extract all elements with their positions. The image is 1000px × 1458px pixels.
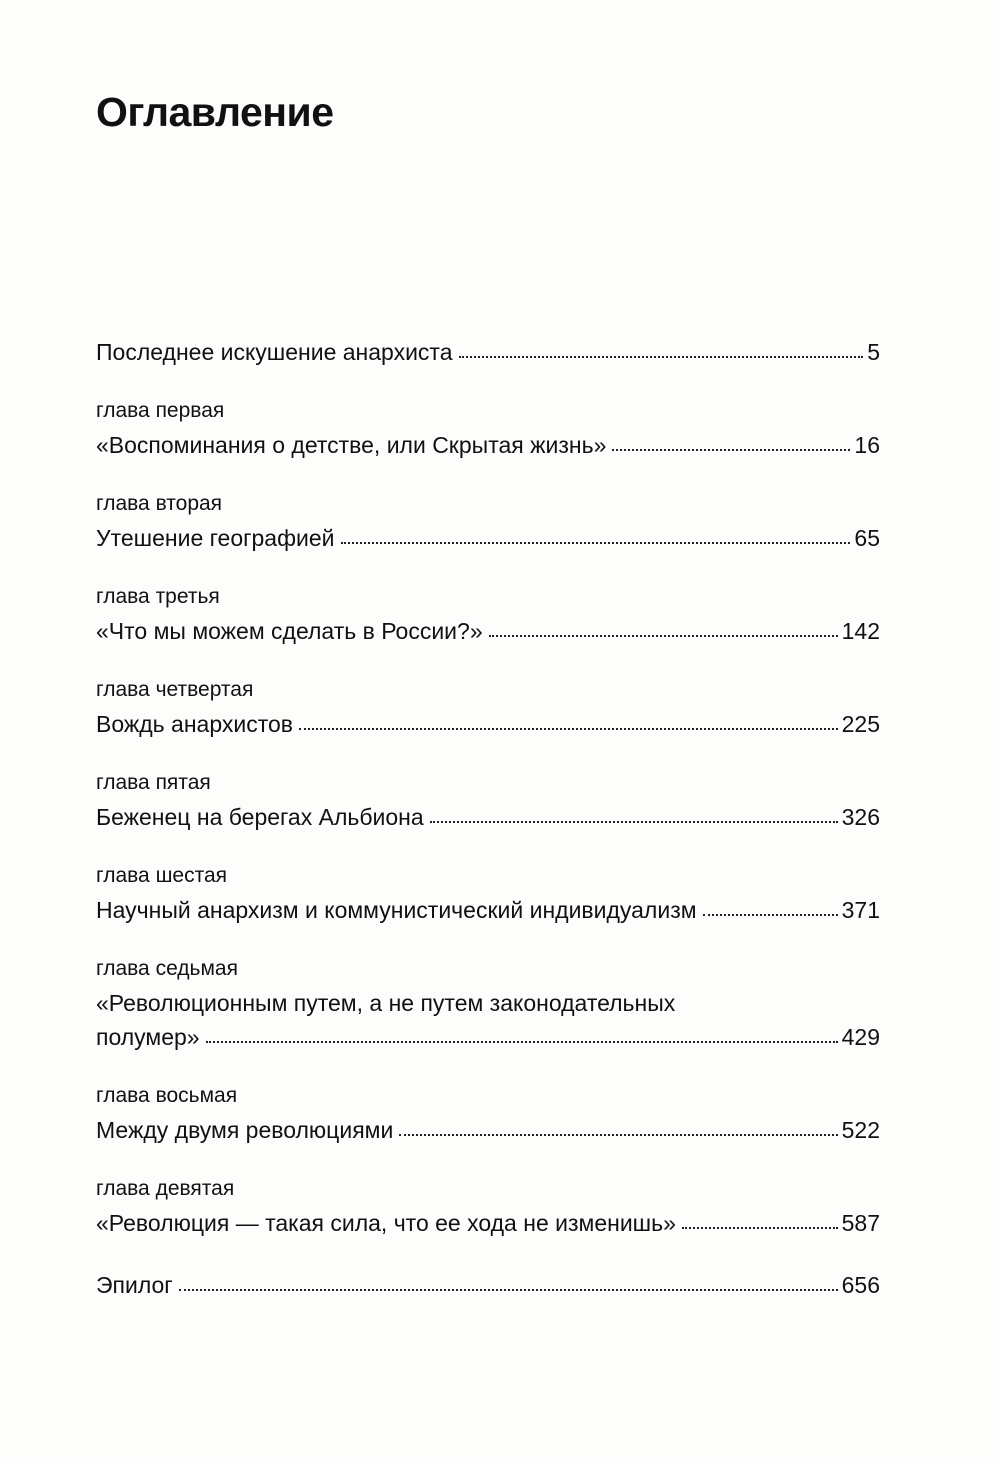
toc-entry-chapter-6[interactable] [96, 862, 880, 927]
chapter-label: глава восьмая [96, 1084, 238, 1107]
dot-leader [459, 356, 864, 358]
dot-leader [399, 1134, 837, 1136]
page-title: Оглавление [96, 89, 334, 135]
chapter-label: глава шестая [96, 864, 228, 887]
chapter-label: глава третья [96, 585, 220, 608]
toc-entry-chapter-5[interactable] [96, 769, 880, 834]
chapter-label: глава вторая [96, 492, 223, 515]
dot-leader [612, 449, 850, 451]
toc-entry-chapter-1[interactable] [96, 397, 880, 462]
toc-entry-intro[interactable] [96, 335, 880, 369]
toc-entry-epilogue[interactable] [96, 1268, 880, 1302]
toc-entry-title: Научный анархизм и коммунистический индивидуализм [96, 897, 697, 923]
dot-leader [489, 635, 838, 637]
table-of-contents [96, 335, 880, 1302]
toc-entry-title: Беженец на берегах Альбиона [96, 804, 424, 830]
toc-entry-chapter-4[interactable] [96, 676, 880, 741]
toc-entry-chapter-2[interactable] [96, 490, 880, 555]
chapter-label: глава четвертая [96, 678, 254, 701]
toc-page-number: 587 [841, 1210, 880, 1236]
toc-entry-title: Вождь анархистов [96, 711, 294, 737]
dot-leader [206, 1041, 838, 1043]
toc-page-number: 429 [841, 1024, 880, 1050]
toc-entry-title: Утешение географией [96, 525, 335, 551]
dot-leader [682, 1227, 838, 1229]
dot-leader [299, 728, 838, 730]
toc-entry-title: Последнее искушение анархиста [96, 339, 453, 365]
toc-entry-chapter-9[interactable] [96, 1175, 880, 1240]
toc-entry-title-line-2: полумер» [96, 1024, 200, 1050]
dot-leader [179, 1289, 838, 1291]
chapter-label: глава пятая [96, 771, 211, 794]
dot-leader [430, 821, 838, 823]
toc-entry-chapter-3[interactable] [96, 583, 880, 648]
dot-leader [703, 914, 838, 916]
toc-entry-title: «Революция — такая сила, что ее хода не изменишь» [96, 1210, 676, 1236]
toc-page-number: 522 [841, 1117, 880, 1143]
toc-page-number: 16 [854, 432, 880, 458]
dot-leader [341, 542, 851, 544]
toc-page-number: 326 [841, 804, 880, 830]
toc-entry-chapter-7[interactable] [96, 955, 880, 1054]
toc-page-number: 656 [841, 1272, 880, 1298]
toc-page-number: 5 [867, 339, 880, 365]
toc-page-number: 65 [854, 525, 880, 551]
toc-page-number: 225 [841, 711, 880, 737]
chapter-label: глава первая [96, 399, 225, 422]
toc-entry-title-line-1: «Революционным путем, а не путем законодательных [96, 990, 676, 1016]
toc-entry-title: «Воспоминания о детстве, или Скрытая жизнь» [96, 432, 607, 458]
toc-entry-title: Между двумя революциями [96, 1117, 394, 1143]
toc-page-number: 371 [841, 897, 880, 923]
toc-entry-title: «Что мы можем сделать в России?» [96, 618, 483, 644]
toc-page-number: 142 [841, 618, 880, 644]
chapter-label: глава девятая [96, 1177, 235, 1200]
toc-entry-chapter-8[interactable] [96, 1082, 880, 1147]
toc-entry-title: Эпилог [96, 1272, 173, 1298]
chapter-label: глава седьмая [96, 957, 238, 980]
